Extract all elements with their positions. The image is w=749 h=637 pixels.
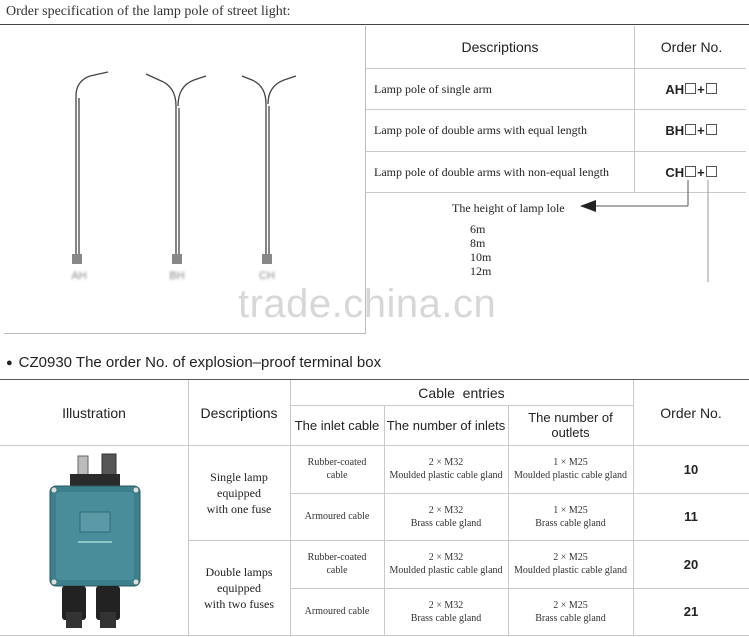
header-descriptions: Descriptions [200, 404, 278, 421]
outlets-cell: 2 × M25 Moulded plastic cable gland [513, 552, 628, 576]
header-number-of-inlets: The number of inlets [386, 417, 506, 433]
height-option: 6m [470, 222, 486, 236]
height-callout-lines [560, 176, 720, 286]
height-label: The height of lamp lole [452, 201, 565, 215]
row-desc-double-unequal: Lamp pole of double arms with non-equal length [374, 164, 609, 179]
header-order-no: Order No. [660, 39, 723, 55]
inlet-cable-cell: Rubber-coated cable [307, 457, 367, 481]
outlets-cell: 1 × M25 Brass cable gland [535, 504, 606, 529]
row-desc-single-arm: Lamp pole of single arm [374, 81, 492, 96]
single-arm-pole [72, 72, 108, 264]
divider [0, 24, 749, 25]
desc-double-lamps: Double lamps equipped with two fuses [204, 564, 274, 611]
pole-label-ah: AH [71, 270, 87, 282]
order-code-ch: CH + [634, 152, 749, 192]
header-inlet-cable: The inlet cable [294, 417, 380, 433]
bullet-icon: ● [6, 357, 13, 369]
row-desc-double-equal: Lamp pole of double arms with equal length [374, 123, 587, 137]
section-title-terminal-box: ● CZ0930 The order No. of explosion–proof terminal box [6, 354, 382, 371]
section-heading-lamp-pole: Order specification of the lamp pole of street light: [6, 4, 291, 19]
header-order-no: Order No. [660, 404, 722, 421]
order-no-cell: 20 [683, 556, 699, 572]
height-option: 12m [470, 264, 492, 278]
height-option: 10m [470, 250, 492, 264]
height-option: 8m [470, 236, 486, 250]
inlet-cable-cell: Rubber-coated cable [307, 552, 367, 576]
order-no-cell: 21 [683, 604, 699, 619]
pole-label-bh: BH [169, 270, 185, 282]
double-equal-arm-pole [146, 74, 206, 264]
inlets-cell: 2 × M32 Brass cable gland [410, 504, 482, 529]
order-code-ah: AH + [634, 69, 749, 109]
order-code-bh: BH + [634, 110, 749, 151]
inlets-cell: 2 × M32 Moulded plastic cable gland [389, 552, 503, 576]
inlets-cell: 2 × M32 Brass cable gland [410, 599, 482, 624]
inlet-cable-cell: Armoured cable [304, 606, 370, 617]
double-unequal-arm-pole [242, 76, 296, 264]
pole-label-ch: CH [259, 270, 275, 282]
inlets-cell: 2 × M32 Moulded plastic cable gland [389, 457, 503, 481]
outlets-cell: 1 × M25 Moulded plastic cable gland [513, 457, 628, 481]
desc-single-lamp: Single lamp equipped with one fuse [206, 469, 272, 516]
terminal-box-illustration [40, 452, 150, 632]
order-no-cell: 10 [683, 461, 699, 477]
terminal-box-drawing [40, 452, 150, 632]
header-descriptions: Descriptions [461, 39, 539, 55]
header-cable-entries: Cable entries [418, 384, 505, 401]
watermark: trade.china.cn [238, 282, 497, 326]
inlet-cable-cell: Armoured cable [304, 511, 370, 522]
header-illustration: Illustration [62, 404, 126, 421]
header-number-of-outlets: The number of outlets [528, 410, 613, 440]
height-options [470, 222, 491, 278]
outlets-cell: 2 × M25 Brass cable gland [535, 599, 606, 624]
order-no-cell: 11 [684, 509, 698, 524]
divider [4, 333, 366, 334]
